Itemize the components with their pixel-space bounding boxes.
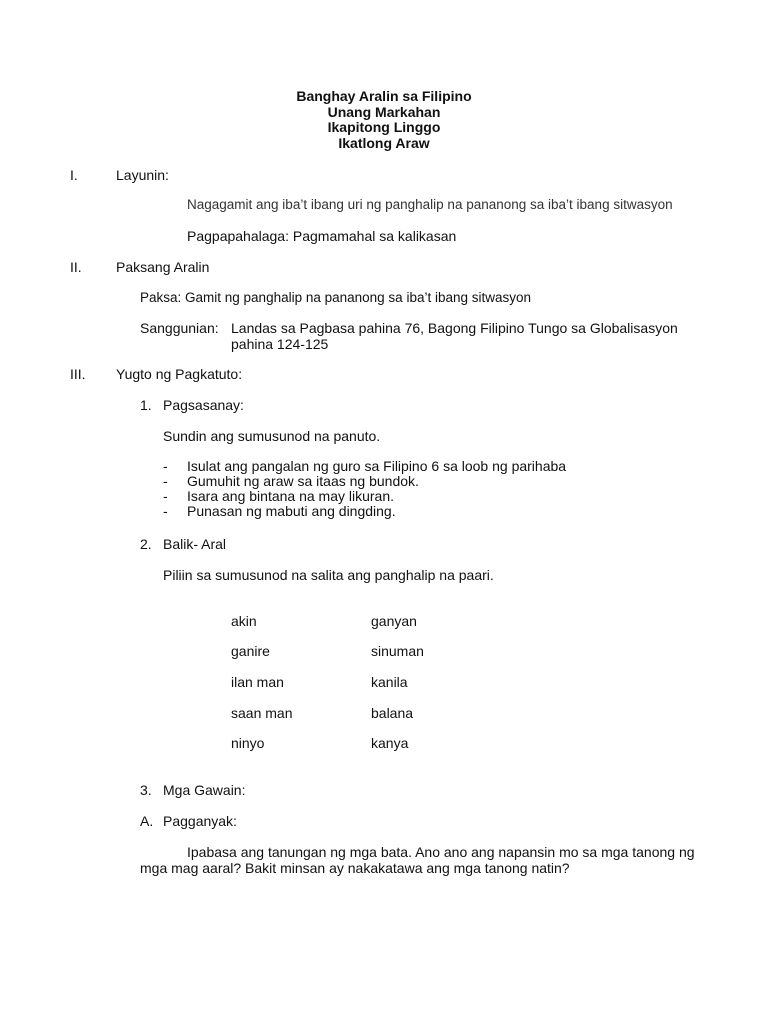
word-left: ganire [231,643,270,659]
section-3-numeral: III. [70,366,86,382]
step-1-label: Pagsasanay: [163,397,244,413]
word-left: akin [231,613,257,629]
step-3-number: 3. [140,782,152,798]
section-2-numeral: II. [70,259,82,275]
step-a-text-line-2: mga mag aaral? Bakit minsan ay nakakatawa ang mga tanong natin? [140,860,570,876]
topic-text: Paksa: Gamit ng panghalip na pananong sa iba’t ibang sitwasyon [140,290,532,305]
objective-text: Nagagamit ang iba’t ibang uri ng panghalip na pananong sa iba’t ibang sitwasyon [187,197,673,212]
step-2-instruction: Piliin sa sumusunod na salita ang panghalip na paari. [163,567,494,583]
word-right: kanila [371,674,408,690]
reference-label: Sanggunian: [140,320,219,336]
title-line-1: Banghay Aralin sa Filipino [296,88,472,104]
title-line-4: Ikatlong Araw [338,134,430,151]
title-line-3: Ikapitong Linggo [327,119,441,135]
list-item: Punasan ng mabuti ang dingding. [187,503,396,519]
step-a-letter: A. [140,813,154,829]
section-1-numeral: I. [70,167,78,183]
list-item: Isulat ang pangalan ng guro sa Filipino 6 sa loob ng parihaba [187,458,567,474]
word-left: ilan man [231,674,284,690]
word-left: ninyo [231,735,265,751]
word-right: kanya [371,735,409,751]
word-right: ganyan [371,613,417,629]
reference-line-1: Landas sa Pagbasa pahina 76, Bagong Filipino Tungo sa Globalisasyon [231,320,678,336]
list-bullet: - [163,503,168,519]
step-1-instruction: Sundin ang sumusunod na panuto. [163,428,381,444]
list-item: Isara ang bintana na may likuran. [187,488,395,504]
section-1-heading: Layunin: [116,167,169,183]
step-3-label: Mga Gawain: [163,782,246,798]
list-bullet: - [163,473,168,489]
title-block [0,89,768,151]
section-2-heading: Paksang Aralin [116,259,210,275]
word-left: saan man [231,705,293,721]
step-a-text-line-1: Ipabasa ang tanungan ng mga bata. Ano ano ang napansin mo sa mga tanong ng [187,844,695,860]
section-3-heading: Yugto ng Pagkatuto: [116,366,243,382]
step-1-number: 1. [140,397,152,413]
step-a-label: Pagganyak: [163,813,237,829]
reference-line-2: pahina 124-125 [231,336,329,352]
word-right: sinuman [371,643,424,659]
list-bullet: - [163,458,168,474]
value-text: Pagpapahalaga: Pagmamahal sa kalikasan [187,228,457,244]
word-right: balana [371,705,414,721]
step-2-label: Balik- Aral [163,536,227,552]
list-item: Gumuhit ng araw sa itaas ng bundok. [187,473,419,489]
step-2-number: 2. [140,536,152,552]
list-bullet: - [163,488,168,504]
title-line-2: Unang Markahan [327,103,441,120]
